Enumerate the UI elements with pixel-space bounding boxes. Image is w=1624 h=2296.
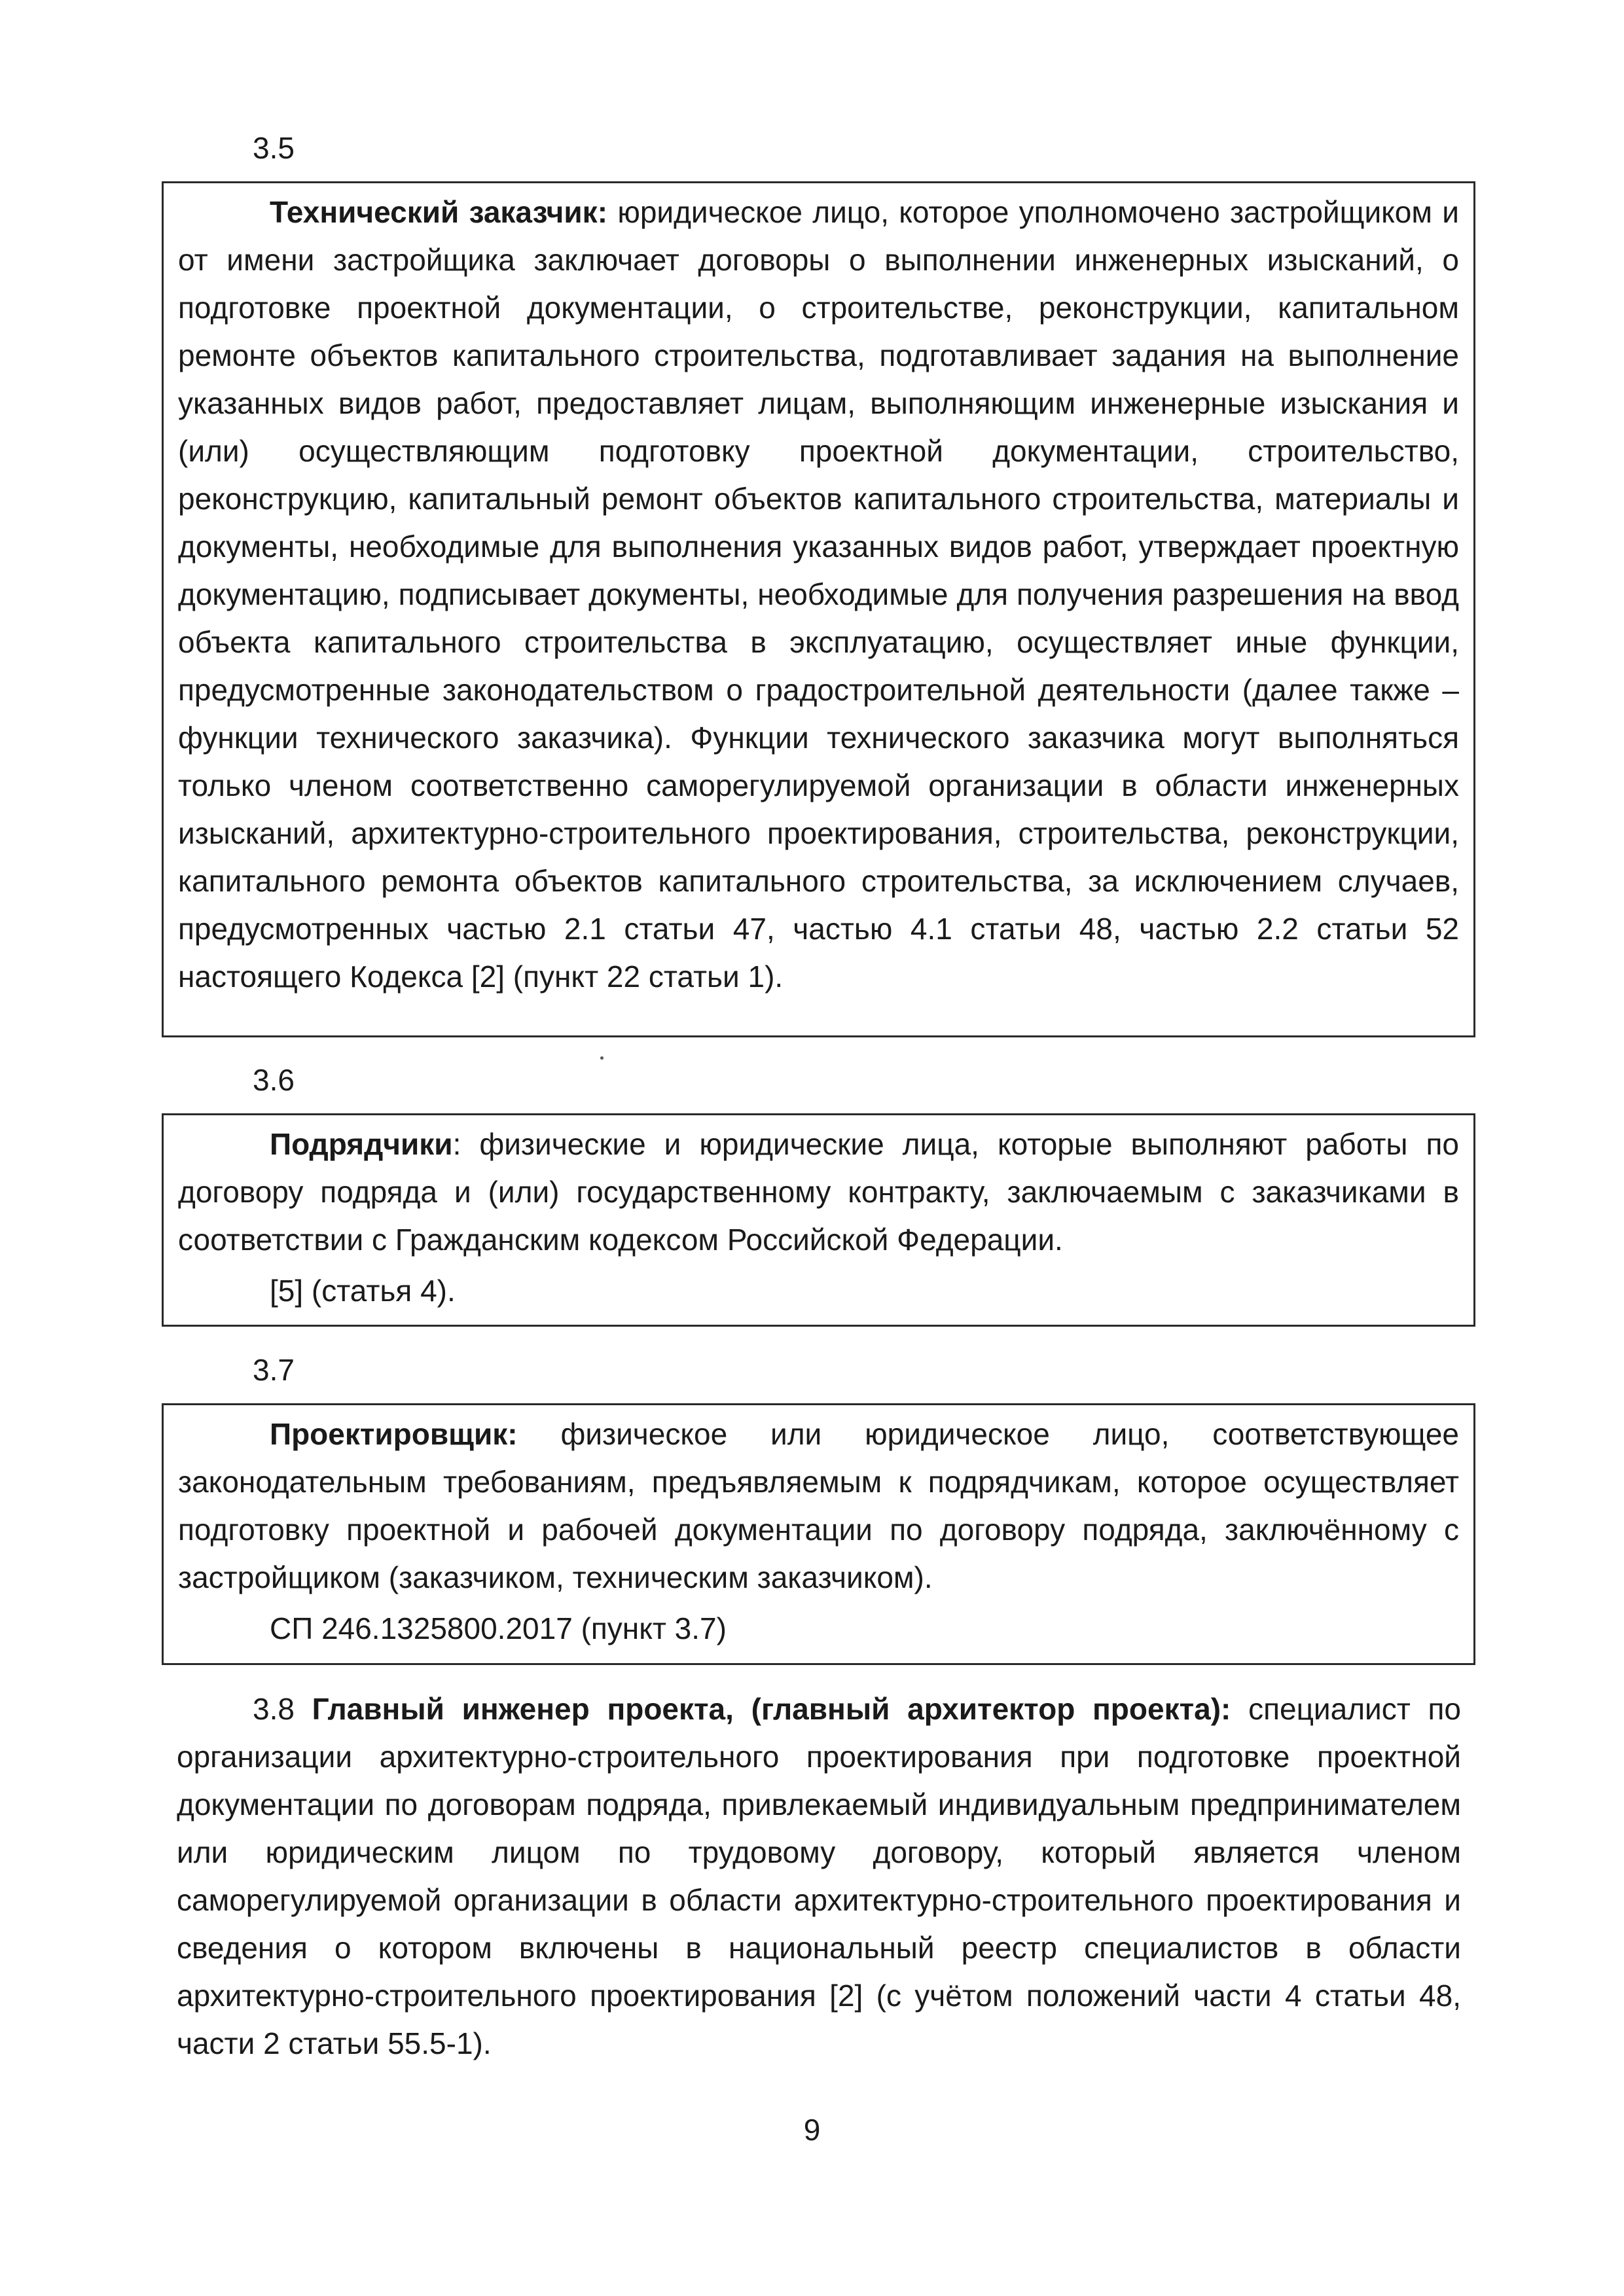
term-contractors: Подрядчики	[270, 1127, 453, 1161]
term-chief-engineer: Главный инженер проекта, (главный архитектор проекта):	[312, 1692, 1231, 1726]
section-number-3-5: 3.5	[253, 131, 295, 165]
definition-text: : физические и юридические лица, которые выполняют работы по договору подряда и (или) государственному контракту, заключаемым с заказчиками в соответствии с Гражданским кодексом Российской Федерации.	[178, 1127, 1459, 1257]
section-number-3-6: 3.6	[253, 1063, 295, 1097]
definition-text: специалист по организации архитектурно-строительного проектирования при подготовке проектной документации по договорам подряда, привлекаемый индивидуальным предпринимателем или юридическим лицом по трудовому договору, который является членом саморегулируемой организации в области архитектурно-строительного проектирования и сведения о котором включены в национальный реестр специалистов в области архитектурно-строительного проектирования [2] (с учётом положений части 4 статьи 48, части 2 статьи 55.5-1).	[177, 1692, 1462, 2060]
definition-source: [5] (статья 4).	[270, 1274, 456, 1308]
page-number: 9	[803, 2113, 821, 2147]
definition-paragraph	[178, 188, 1459, 1001]
definition-paragraph	[178, 1121, 1459, 1264]
definition-chief-engineer	[177, 1685, 1461, 2068]
definition-box-contractors	[162, 1113, 1475, 1327]
section-number-3-8: 3.8	[253, 1692, 295, 1726]
term-designer: Проектировщик:	[270, 1417, 518, 1451]
definition-source: СП 246.1325800.2017 (пункт 3.7)	[270, 1611, 727, 1645]
definition-text: юридическое лицо, которое уполномочено застройщиком и от имени застройщика заключает договоры о выполнении инженерных изысканий, о подготовке проектной документации, о строительстве, реконструкции, капитальном ремонте объектов капитального строительства, подготавливает задания на выполнение указанных видов работ, предоставляет лицам, выполняющим инженерные изыскания и (или) осуществляющим подготовку проектной документации, строительство, реконструкцию, капитальный ремонт объектов капитального строительства, материалы и документы, необходимые для выполнения указанных видов работ, утверждает проектную документацию, подписывает документы, необходимые для получения разрешения на ввод объекта капитального строительства в эксплуатацию, осуществляет иные функции, предусмотренные законодательством о градостроительной деятельности (далее также – функции технического заказчика). Функции технического заказчика могут выполняться только членом соответственно саморегулируемой организации в области инженерных изысканий, архитектурно-строительного проектирования, строительства, реконструкции, капитального ремонта объектов капитального строительства, за исключением случаев, предусмотренных частью 2.1 статьи 47, частью 4.1 статьи 48, частью 2.2 статьи 52 настоящего Кодекса [2] (пункт 22 статьи 1).	[178, 195, 1459, 994]
term-technical-customer: Технический заказчик:	[270, 195, 608, 229]
section-number-3-7: 3.7	[253, 1353, 295, 1387]
definition-paragraph	[178, 1410, 1459, 1602]
definition-box-technical-customer	[162, 181, 1475, 1037]
scan-speck	[600, 1056, 604, 1060]
definition-box-designer	[162, 1403, 1475, 1665]
definition-text: физическое или юридическое лицо, соответствующее законодательным требованиям, предъявляемым к подрядчикам, которое осуществляет подготовку проектной и рабочей документации по договору подряда, заключённому с застройщиком (заказчиком, техническим заказчиком).	[178, 1417, 1460, 1594]
